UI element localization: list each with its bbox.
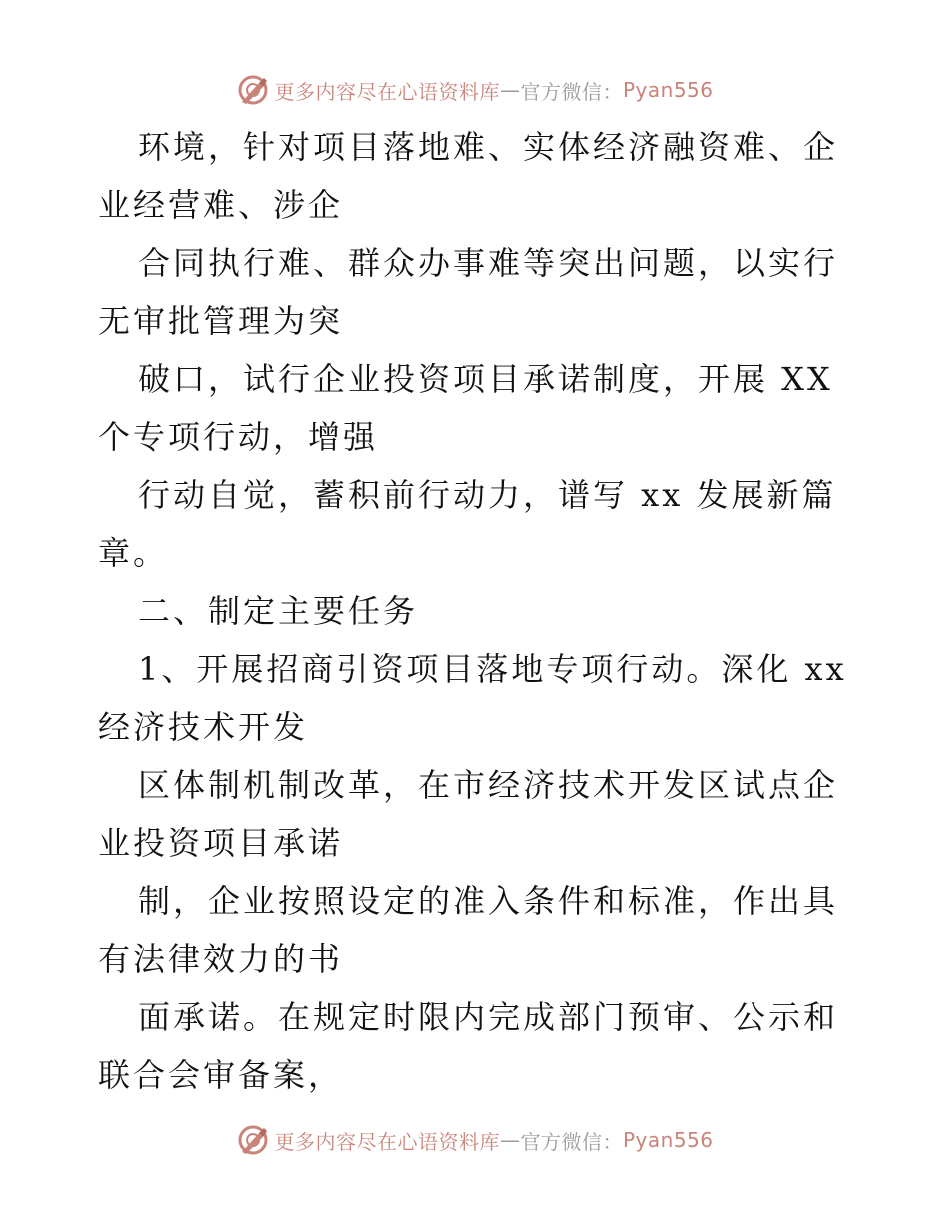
wechat-label: 官方微信： [520, 1129, 623, 1154]
paragraph: 环境，针对项目落地难、实体经济融资难、企业经营难、涉企 [98, 128, 839, 224]
paragraph: 行动自觉，蓄积前行动力，谱写 xx 发展新篇章。 [98, 476, 837, 572]
section-heading: 二、制定主要任务 [138, 592, 419, 630]
pen-seal-icon [236, 73, 270, 107]
promo-text: 更多内容尽在心语资料库 [274, 79, 500, 104]
paragraph: 1、开展招商引资项目落地专项行动。深化 xx 经济技术开发 [98, 650, 847, 746]
header-watermark-banner [0, 70, 950, 110]
wechat-id: Pyan556 [622, 1128, 714, 1152]
wechat-id: Pyan556 [622, 78, 714, 102]
wechat-label: 官方微信： [520, 79, 623, 104]
dash-separator: — [499, 78, 521, 102]
pen-seal-icon [236, 1123, 270, 1157]
paragraph: 合同执行难、群众办事难等突出问题，以实行无审批管理为突 [98, 244, 839, 340]
promo-text: 更多内容尽在心语资料库 [274, 1129, 500, 1154]
footer-watermark-banner [0, 1120, 950, 1160]
dash-separator: — [499, 1128, 521, 1152]
paragraph: 制，企业按照设定的准入条件和标准，作出具有法律效力的书 [98, 882, 839, 978]
document-body [98, 118, 858, 1104]
paragraph: 破口，试行企业投资项目承诺制度，开展 XX 个专项行动，增强 [98, 360, 833, 456]
paragraph: 区体制机制改革，在市经济技术开发区试点企业投资项目承诺 [98, 766, 839, 862]
paragraph: 面承诺。在规定时限内完成部门预审、公示和联合会审备案， [98, 998, 839, 1094]
